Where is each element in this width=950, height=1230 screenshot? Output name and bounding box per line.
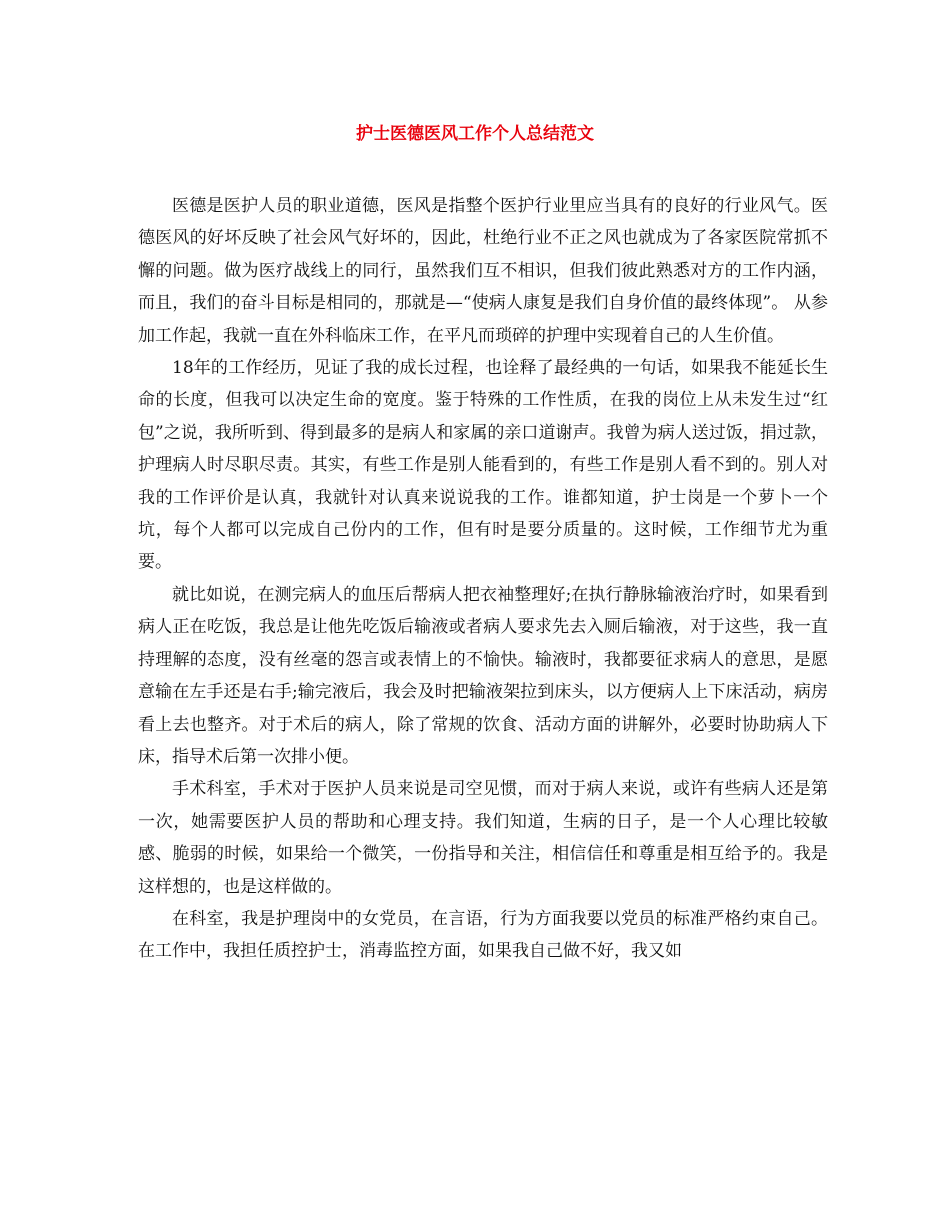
document-title: 护士医德医风工作个人总结范文 (356, 124, 594, 144)
paragraph-1: 医德是医护人员的职业道德，医风是指整个医护行业里应当具有的良好的行业风气。医德医风的好坏反映了社会风气好坏的，因此，杜绝行业不正之风也就成为了各家医院常抓不懈的问题。做为医疗战线上的同行，虽然我们互不相识，但我们彼此熟悉对方的工作内涵，而且，我们的奋斗目标是相同的，那就是—“使病人康复是我们自身价值的最终体现”。 从参加工作起，我就一直在外科临床工作，在平凡而琐碎的护理中实现着自己的人生价值。 (138, 196, 828, 346)
document-body (138, 190, 828, 968)
paragraph-5: 在科室，我是护理岗中的女党员，在言语，行为方面我要以党员的标准严格约束自己。在工作中，我担任质控护士，消毒监控方面，如果我自己做不好，我又如 (138, 908, 828, 962)
paragraph-4: 手术科室，手术对于医护人员来说是司空见惯，而对于病人来说，或许有些病人还是第一次，她需要医护人员的帮助和心理支持。我们知道，生病的日子，是一个人心理比较敏感、脆弱的时候，如果给一个微笑，一份指导和关注，相信信任和尊重是相互给予的。我是这样想的，也是这样做的。 (138, 779, 828, 897)
paragraph-3: 就比如说，在测完病人的血压后帮病人把衣袖整理好;在执行静脉输液治疗时，如果看到病人正在吃饭，我总是让他先吃饭后输液或者病人要求先去入厕后输液，对于这些，我一直持理解的态度，没有丝毫的怨言或表情上的不愉快。输液时，我都要征求病人的意思，是愿意输在左手还是右手;输完液后，我会及时把输液架拉到床头，以方便病人上下床活动，病房看上去也整齐。对于术后的病人，除了常规的饮食、活动方面的讲解外，必要时协助病人下床，指导术后第一次排小便。 (138, 584, 828, 767)
paragraph-2: 18年的工作经历，见证了我的成长过程，也诠释了最经典的一句话，如果我不能延长生命的长度，但我可以决定生命的宽度。鉴于特殊的工作性质，在我的岗位上从未发生过“红包”之说，我所听到、得到最多的是病人和家属的亲口道谢声。我曾为病人送过饭，捐过款，护理病人时尽职尽责。其实，有些工作是别人能看到的，有些工作是别人看不到的。别人对我的工作评价是认真，我就针对认真来说说我的工作。谁都知道，护士岗是一个萝卜一个坑，每个人都可以完成自己份内的工作，但有时是要分质量的。这时候，工作细节尤为重要。 (138, 358, 828, 573)
